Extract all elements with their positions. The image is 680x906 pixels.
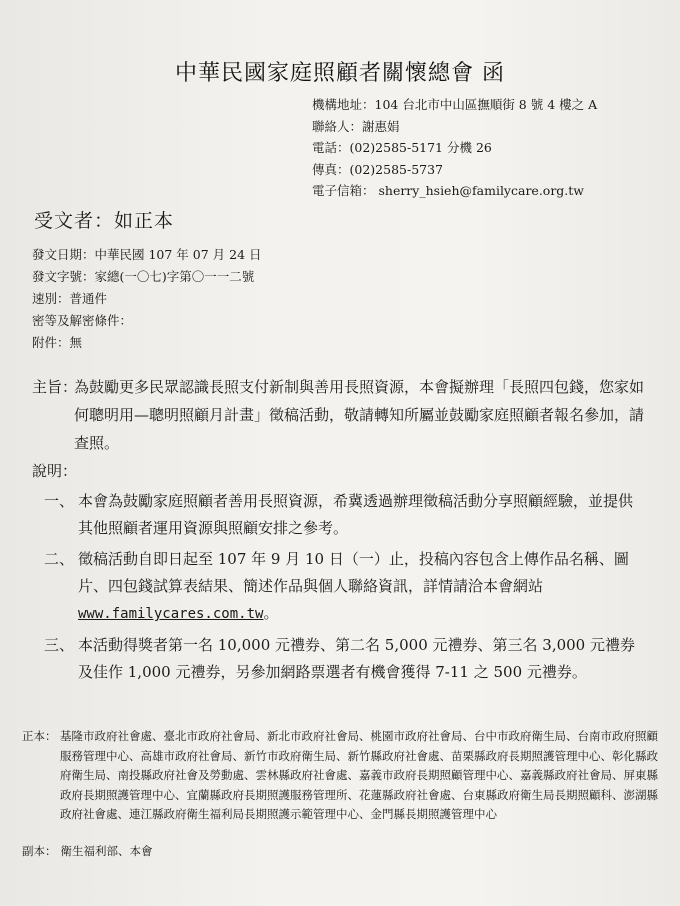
delivery-speed: 速別：普通件 <box>32 291 108 306</box>
distribution-copy <box>22 843 153 859</box>
main-copy-label: 正本： <box>22 729 57 743</box>
contact-block <box>312 94 597 202</box>
copy-label: 副本： <box>22 844 57 858</box>
explanation-item <box>44 632 644 686</box>
subject-section <box>32 373 652 457</box>
distribution-main <box>22 727 662 825</box>
item-text-end: 。 <box>263 604 279 622</box>
website-link[interactable]: www.familycares.com.tw <box>78 606 264 622</box>
recipient: 受文者：如正本 <box>34 210 175 232</box>
secrecy-level: 密等及解密條件： <box>32 313 133 328</box>
item-number: 二、 <box>44 550 75 568</box>
explanation-label: 說明： <box>32 462 78 480</box>
contact-email: 電子信箱： sherry_hsieh@familycare.org.tw <box>312 183 584 198</box>
item-text: 本活動得獎者第一名 10,000 元禮券、第二名 5,000 元禮券、第三名 3,000 元禮券及佳作 1,000 元禮券，另參加網路票選者有機會獲得 7-11 之 500 元禮券。 <box>78 636 635 681</box>
issue-date: 發文日期：中華民國 107 年 07 月 24 日 <box>32 247 262 262</box>
item-number: 三、 <box>44 636 75 654</box>
explanation-item <box>44 488 644 542</box>
copy-recipients: 衛生福利部、本會 <box>60 844 153 858</box>
organization-title: 中華民國家庭照顧者關懷總會 函 <box>175 61 505 86</box>
contact-address: 機構地址：104 台北市中山區撫順街 8 號 4 樓之 A <box>312 97 598 112</box>
explanation-item <box>44 546 644 628</box>
item-text: 徵稿活動自即日起至 107 年 9 月 10 日（一）止，投稿內容包含上傳作品名稱、圖片、四包錢試算表結果、簡述作品與個人聯絡資訊，詳情請洽本會網站 <box>78 550 629 595</box>
subject-text: 為鼓勵更多民眾認識長照支付新制與善用長照資源，本會擬辦理「長照四包錢，您家如何聰明用—聰明照顧月計畫」徵稿活動，敬請轉知所屬並鼓勵家庭照顧者報名參加，請查照。 <box>74 378 645 452</box>
contact-person: 聯絡人：謝惠娟 <box>312 118 400 134</box>
item-text: 本會為鼓勵家庭照顧者善用長照資源，希冀透過辦理徵稿活動分享照顧經驗，並提供其他照顧者運用資源與照顧安排之參考。 <box>78 492 634 537</box>
document-number: 發文字號：家總(一〇七)字第〇一一二號 <box>32 269 255 284</box>
subject-label: 主旨： <box>32 378 78 396</box>
contact-fax: 傳真：(02)2585-5737 <box>312 161 444 177</box>
contact-phone: 電話：(02)2585-5171 分機 26 <box>312 140 492 155</box>
document-meta <box>32 244 262 354</box>
item-number: 一、 <box>44 492 75 510</box>
attachment: 附件：無 <box>32 335 83 350</box>
main-copy-recipients: 基隆市政府社會處、臺北市政府社會局、新北市政府社會局、桃園市政府社會局、台中市政府衛生局、台南市政府照顧服務管理中心、高雄市政府社會局、新竹市政府衛生局、新竹縣政府社會處、苗栗縣政府長期照護管理中心、彰化縣政府衛生局、南投縣政府社會及勞動處、雲林縣政府社會處、嘉義市政府長期照顧管理中心、嘉義縣政府社會局、屏東縣政府長期照護管理中心、宜蘭縣政府長期照護服務管理所、花蓮縣政府社會處、台東縣政府衛生局長期照顧科、澎湖縣政府社會處、連江縣政府衛生福利局長期照護示範管理中心、金門縣長期照護管理中心 <box>60 729 658 821</box>
explanation-list <box>44 488 644 690</box>
